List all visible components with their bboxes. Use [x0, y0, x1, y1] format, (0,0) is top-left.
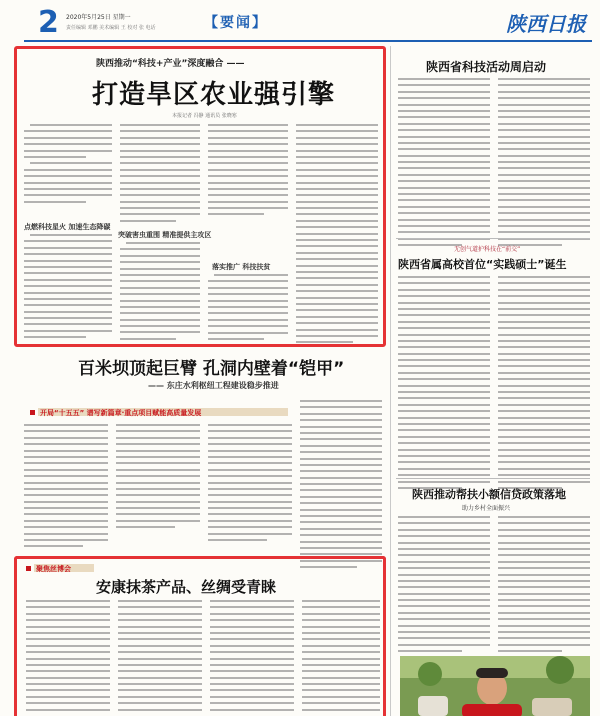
column-divider — [390, 46, 391, 716]
right-divider-2 — [396, 478, 590, 479]
lead-subhead-3: 落实推广 科技扶贫 — [212, 263, 271, 271]
story2-subheadline: —— 东庄水利枢纽工程建设稳步推进 — [148, 381, 279, 390]
right-story3-col-2 — [498, 516, 590, 657]
right-divider-1 — [396, 238, 590, 239]
story2-col-1 — [24, 424, 108, 552]
page-number: 2 — [38, 5, 59, 40]
right-story3-subheadline: 助力乡村全面振兴 — [462, 505, 511, 512]
story3-col-4 — [302, 600, 380, 715]
lead-subhead-2: 突破害虫重围 精准提供主攻区 — [118, 231, 212, 239]
right-story2-kicker: 无创气道护科技在“前交” — [454, 246, 521, 253]
lead-col-4 — [296, 124, 378, 348]
lead-subhead-1: 点燃科技星火 加速生态降碳 — [24, 223, 111, 231]
lead-col-2 — [120, 124, 200, 226]
column-tag-marker — [30, 410, 35, 415]
lead-byline: 本报记者 冯静 通讯员 张晓寒 — [172, 113, 237, 119]
right-story3-col-1 — [398, 516, 490, 657]
story3-col-2 — [118, 600, 202, 715]
story2-col-4 — [300, 400, 382, 573]
lead-col-3 — [208, 124, 288, 220]
newspaper-logo: 陕西日报 — [506, 12, 586, 36]
lead-col-2b — [120, 242, 200, 344]
section-title: 【要闻】 — [204, 15, 268, 31]
story3-col-1 — [26, 600, 110, 715]
masthead — [24, 6, 592, 42]
news-photo — [400, 656, 590, 716]
story2-col-2 — [116, 424, 200, 533]
story2-col-3 — [208, 424, 292, 545]
issue-date: 2020年5月25日 星期一 — [66, 14, 131, 21]
lead-col-1b — [24, 234, 112, 343]
lead-headline: 打造旱区农业强引擎 — [92, 80, 336, 110]
lead-col-1 — [24, 124, 112, 207]
photo-illustration — [400, 656, 590, 716]
right-story1-headline: 陕西省科技活动周启动 — [426, 60, 547, 74]
right-story1-col-1 — [398, 78, 490, 251]
story3-headline: 安康抹茶产品、丝绸受青睐 — [96, 578, 277, 596]
right-story2-headline: 陕西省属高校首位“实践硕士”诞生 — [398, 258, 567, 271]
story3-col-3 — [210, 600, 294, 715]
right-story2-col-2 — [498, 276, 590, 493]
story3-tag-marker — [26, 566, 31, 571]
lead-col-3b — [208, 274, 288, 344]
story2-headline: 百米坝顶起巨臂 孔洞内壁着“铠甲” — [78, 359, 345, 379]
right-story3-headline: 陕西推动帮扶小额信贷政策落地 — [412, 488, 566, 501]
story3-tag: 聚焦丝博会 — [36, 565, 71, 573]
right-story1-col-2 — [498, 78, 590, 251]
right-story2-col-1 — [398, 276, 490, 493]
editor-line: 责任编辑 邓鹏 美术编辑 王 校对 张 电话 — [66, 25, 156, 31]
column-tag: 开局“十五五” 谱写新篇章·重点项目赋能高质量发展 — [40, 409, 202, 417]
lead-kicker: 陕西推动“科技+产业”深度融合 —— — [96, 59, 245, 69]
